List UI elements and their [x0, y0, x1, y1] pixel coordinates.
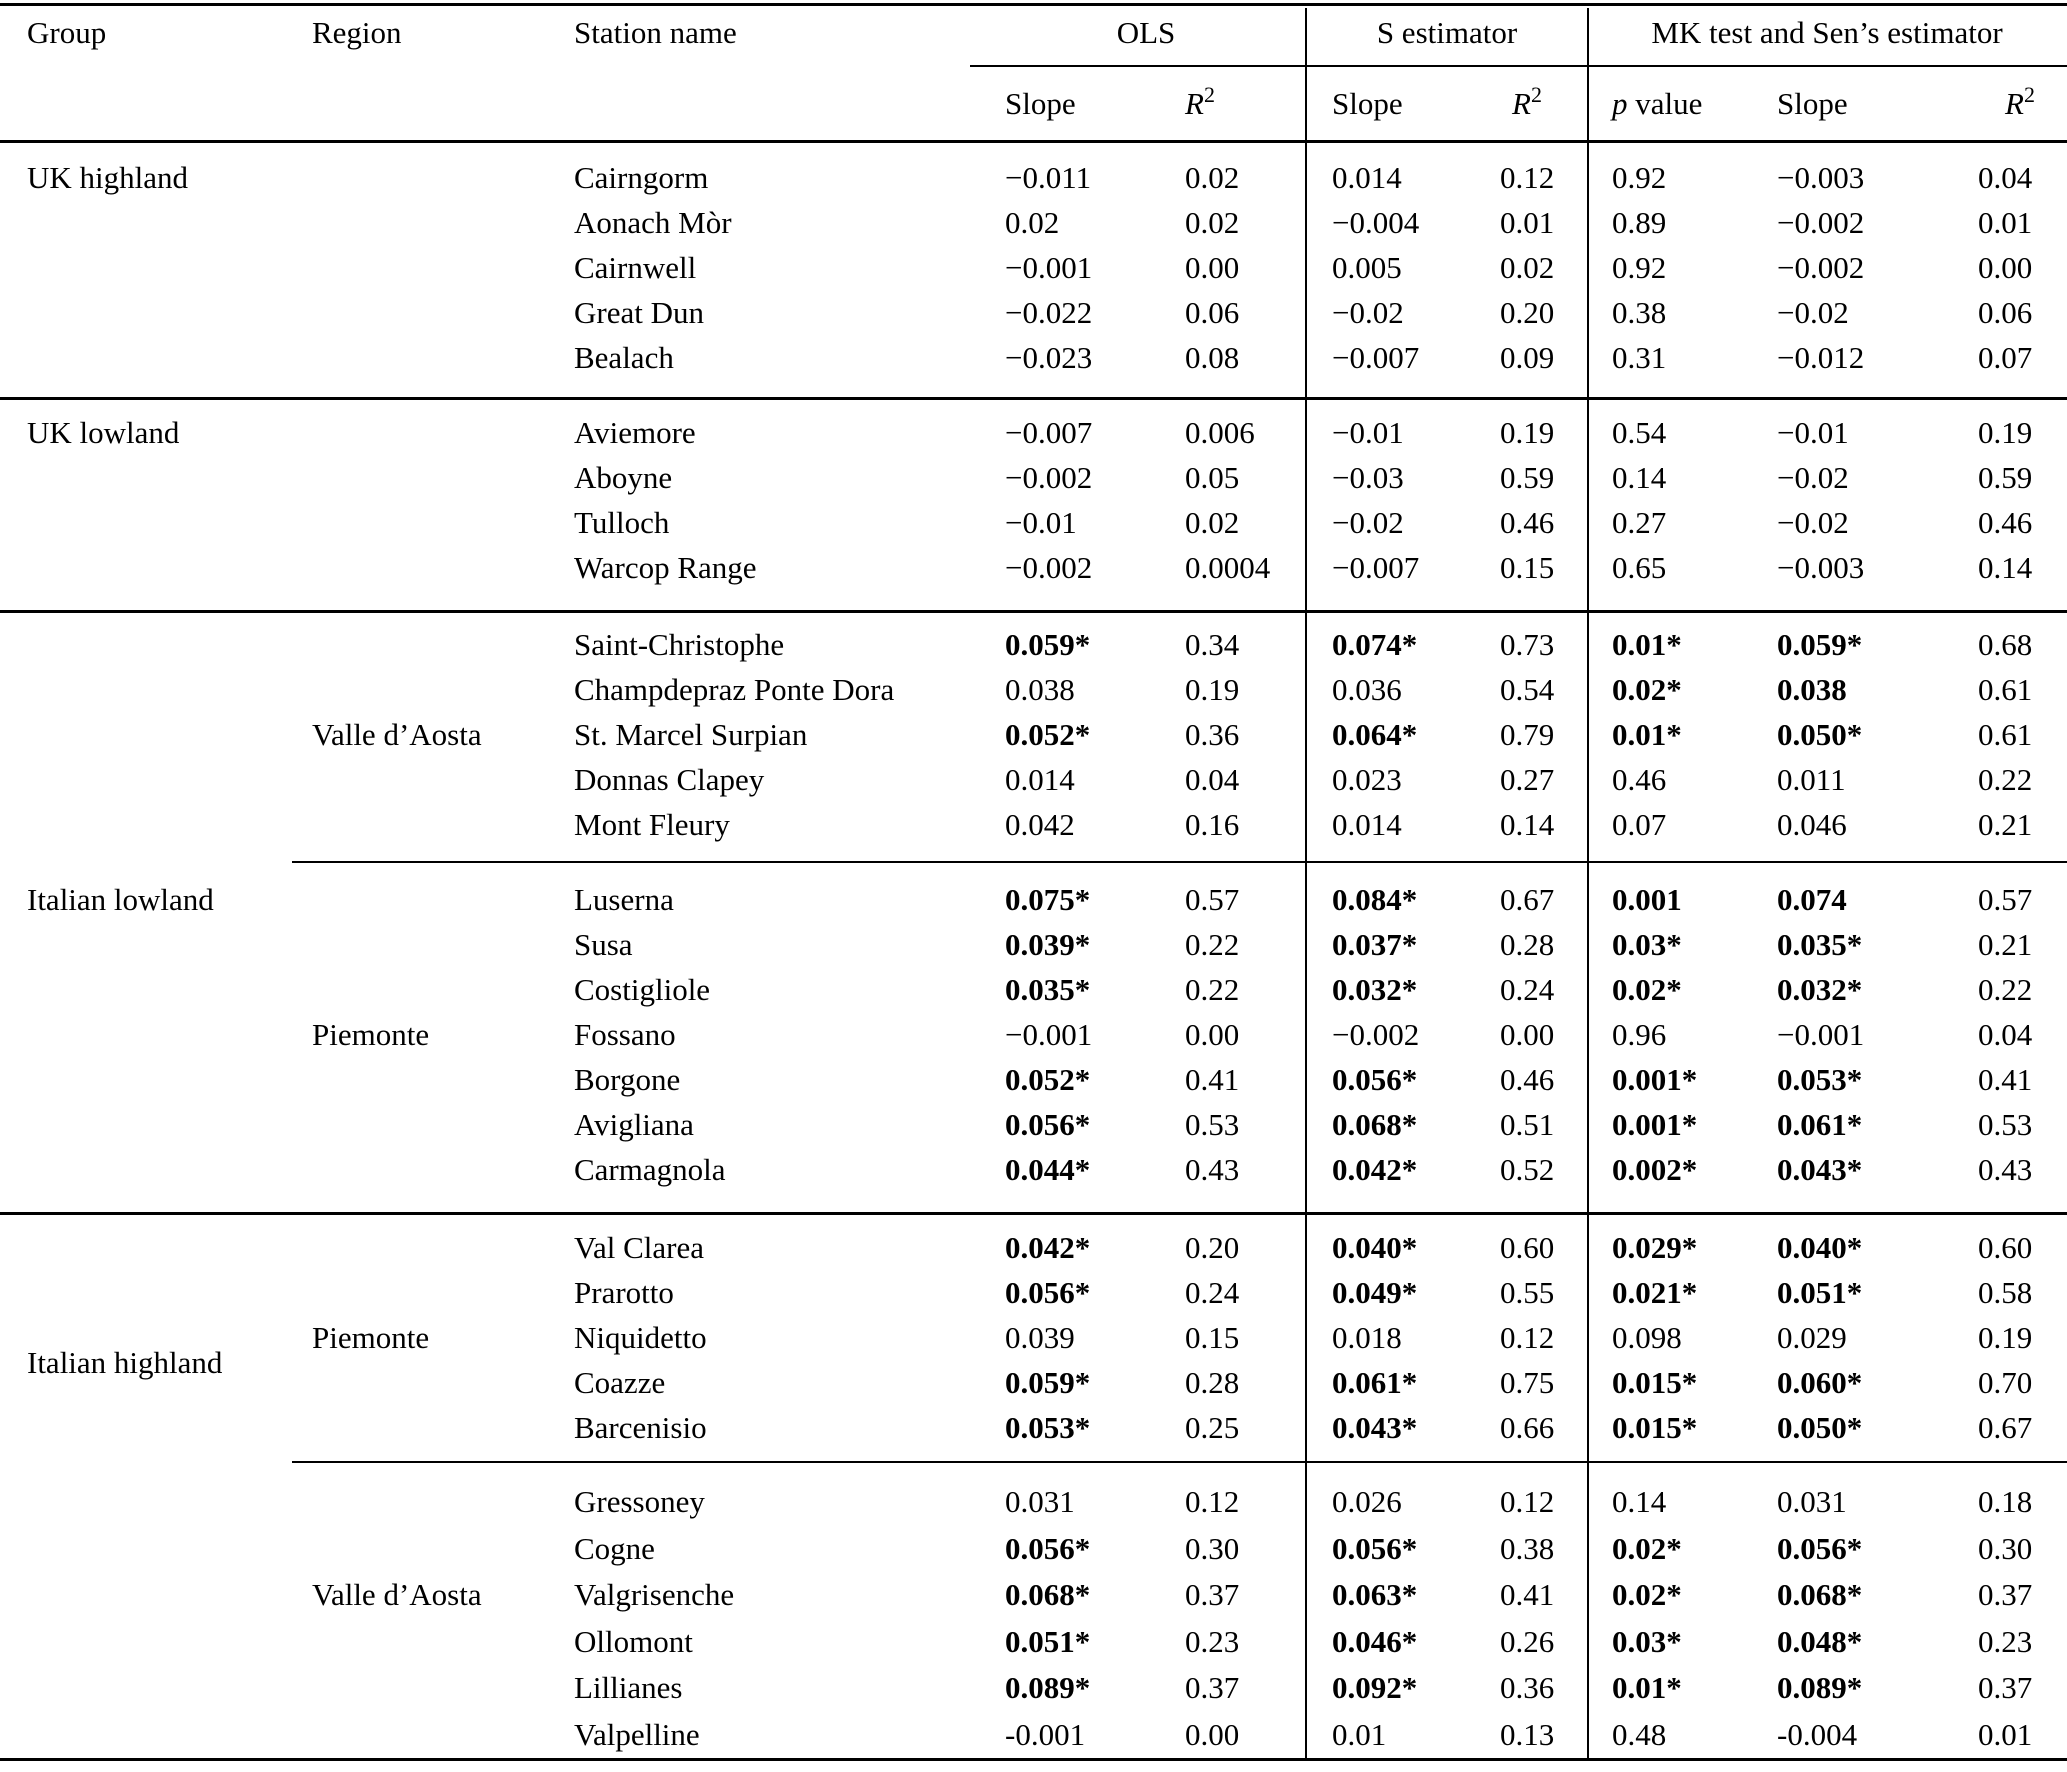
value-cell: 0.044*	[1005, 1152, 1091, 1187]
value-cell: 0.36	[1500, 1670, 1555, 1706]
value-cell: 0.48	[1612, 1717, 1667, 1752]
value-cell: 0.015*	[1612, 1410, 1698, 1445]
station-name-cell: Valpelline	[574, 1717, 700, 1752]
value-cell: 0.14	[1978, 550, 2033, 585]
station-column-header: Station name	[574, 15, 737, 50]
value-cell: 0.53	[1185, 1107, 1240, 1142]
value-cell: −0.012	[1777, 340, 1865, 375]
value-cell: −0.002	[1777, 205, 1865, 240]
station-name-cell: Saint-Christophe	[574, 627, 785, 662]
value-cell: 0.02	[1500, 250, 1555, 285]
value-cell: 0.57	[1978, 882, 2033, 917]
value-cell: 0.14	[1612, 1484, 1667, 1519]
value-cell: 0.54	[1612, 415, 1667, 450]
value-cell: 0.46	[1612, 762, 1667, 797]
value-cell: 0.14	[1500, 807, 1555, 842]
station-name-cell: Donnas Clapey	[574, 762, 765, 797]
value-cell: 0.00	[1500, 1017, 1555, 1052]
value-cell: 0.37	[1978, 1577, 2033, 1613]
value-cell: 0.27	[1612, 505, 1667, 540]
mk-slope-header: Slope	[1777, 86, 1848, 121]
value-cell: −0.001	[1777, 1017, 1865, 1052]
value-cell: 0.75	[1500, 1365, 1555, 1400]
value-cell: 0.07	[1978, 340, 2033, 375]
value-cell: 0.061*	[1777, 1107, 1863, 1142]
station-name-cell: Great Dun	[574, 295, 704, 330]
value-cell: 0.60	[1978, 1230, 2033, 1265]
p-value-word: value	[1627, 86, 1703, 121]
value-cell: 0.02	[1185, 160, 1240, 195]
value-cell: 0.15	[1500, 550, 1555, 585]
value-cell: 0.24	[1500, 972, 1555, 1007]
value-cell: 0.66	[1500, 1410, 1555, 1445]
value-cell: 0.19	[1500, 415, 1555, 450]
value-cell: 0.02	[1005, 205, 1060, 240]
value-cell: 0.46	[1978, 505, 2033, 540]
station-name-cell: Cairngorm	[574, 160, 709, 195]
value-cell: −0.001	[1005, 1017, 1093, 1052]
value-cell: 0.89	[1612, 205, 1667, 240]
value-cell: 0.23	[1978, 1623, 2033, 1659]
value-cell: 0.73	[1500, 627, 1555, 662]
value-cell: 0.31	[1612, 340, 1667, 375]
value-cell: 0.040*	[1332, 1230, 1418, 1265]
value-cell: 0.53	[1978, 1107, 2033, 1142]
value-cell: 0.035*	[1777, 927, 1863, 962]
station-name-cell: Tulloch	[574, 505, 670, 540]
value-cell: 0.03*	[1612, 927, 1682, 962]
value-cell: 0.15	[1185, 1320, 1240, 1355]
region-label: Piemonte	[312, 1320, 430, 1355]
value-cell: 0.65	[1612, 550, 1667, 585]
value-cell: 0.023	[1332, 762, 1402, 797]
value-cell: 0.074*	[1332, 627, 1418, 662]
station-name-cell: Aviemore	[574, 415, 696, 450]
value-cell: 0.28	[1500, 927, 1555, 962]
value-cell: 0.031	[1777, 1484, 1847, 1519]
value-cell: 0.59	[1500, 460, 1555, 495]
value-cell: 0.00	[1185, 1017, 1240, 1052]
value-cell: 0.43	[1185, 1152, 1240, 1187]
value-cell: 0.30	[1185, 1530, 1240, 1566]
value-cell: 0.23	[1185, 1623, 1240, 1659]
rule-header-numeric	[970, 65, 2067, 67]
value-cell: −0.02	[1332, 505, 1404, 540]
value-cell: −0.003	[1777, 160, 1865, 195]
station-name-cell: Champdepraz Ponte Dora	[574, 672, 895, 707]
station-name-cell: Val Clarea	[574, 1230, 704, 1265]
value-cell: 0.38	[1500, 1530, 1555, 1566]
value-cell: 0.011	[1777, 762, 1846, 797]
value-cell: 0.02*	[1612, 972, 1682, 1007]
value-cell: 0.25	[1185, 1410, 1240, 1445]
value-cell: 0.79	[1500, 717, 1555, 752]
value-cell: 0.042*	[1332, 1152, 1418, 1187]
value-cell: −0.003	[1777, 550, 1865, 585]
value-cell: 0.37	[1185, 1670, 1240, 1706]
rule-top	[0, 3, 2067, 6]
station-name-cell: Niquidetto	[574, 1320, 707, 1355]
station-name-cell: Aonach Mòr	[574, 205, 732, 240]
station-name-cell: Luserna	[574, 882, 674, 917]
value-cell: 0.035*	[1005, 972, 1091, 1007]
station-name-cell: Susa	[574, 927, 633, 962]
value-cell: 0.26	[1500, 1623, 1555, 1659]
value-cell: 0.37	[1185, 1577, 1240, 1613]
value-cell: 0.037*	[1332, 927, 1418, 962]
value-cell: −0.02	[1332, 295, 1404, 330]
station-name-cell: Coazze	[574, 1365, 666, 1400]
value-cell: −0.02	[1777, 460, 1849, 495]
rule-group-sep-2	[0, 610, 2067, 613]
value-cell: 0.052*	[1005, 1062, 1091, 1097]
value-cell: 0.053*	[1005, 1410, 1091, 1445]
station-name-cell: Gressoney	[574, 1484, 705, 1519]
value-cell: 0.22	[1185, 927, 1240, 962]
value-cell: 0.28	[1185, 1365, 1240, 1400]
value-cell: 0.12	[1185, 1484, 1240, 1519]
value-cell: 0.060*	[1777, 1365, 1863, 1400]
group-column-header: Group	[27, 15, 107, 50]
station-name-cell: Ollomont	[574, 1623, 693, 1659]
value-cell: 0.36	[1185, 717, 1240, 752]
group-label: UK lowland	[27, 415, 180, 450]
value-cell: 0.056*	[1777, 1530, 1863, 1566]
value-cell: -0.004	[1777, 1717, 1858, 1752]
value-cell: 0.046	[1777, 807, 1847, 842]
station-name-cell: Cairnwell	[574, 250, 697, 285]
s-slope-header: Slope	[1332, 86, 1403, 121]
value-cell: 0.005	[1332, 250, 1402, 285]
value-cell: 0.00	[1978, 250, 2033, 285]
region-label: Valle d’Aosta	[312, 717, 482, 752]
value-cell: 0.61	[1978, 717, 2033, 752]
rule-bottom	[0, 1758, 2067, 1761]
value-cell: 0.001*	[1612, 1107, 1698, 1142]
p-value-header	[1612, 82, 1702, 126]
station-name-cell: St. Marcel Surpian	[574, 717, 808, 752]
region-column-header: Region	[312, 15, 402, 50]
value-cell: −0.002	[1777, 250, 1865, 285]
station-name-cell: Fossano	[574, 1017, 676, 1052]
value-cell: 0.038	[1005, 672, 1075, 707]
value-cell: 0.51	[1500, 1107, 1555, 1142]
value-cell: 0.07	[1612, 807, 1667, 842]
region-label: Valle d’Aosta	[312, 1577, 482, 1612]
value-cell: 0.092*	[1332, 1670, 1418, 1706]
value-cell: 0.18	[1978, 1484, 2033, 1519]
value-cell: 0.38	[1612, 295, 1667, 330]
value-cell: 0.96	[1612, 1017, 1667, 1052]
value-cell: 0.038	[1777, 672, 1847, 707]
vertical-rule-ols-s	[1305, 8, 1307, 1758]
value-cell: 0.20	[1185, 1230, 1240, 1265]
s-r2-header	[1512, 82, 1542, 126]
value-cell: 0.01*	[1612, 1670, 1682, 1706]
value-cell: 0.41	[1185, 1062, 1240, 1097]
ols-slope-header: Slope	[1005, 86, 1076, 121]
value-cell: 0.01*	[1612, 627, 1682, 662]
value-cell: 0.064*	[1332, 717, 1418, 752]
value-cell: 0.59	[1978, 460, 2033, 495]
value-cell: 0.051*	[1005, 1623, 1091, 1659]
r2-exponent: 2	[1203, 82, 1215, 107]
value-cell: −0.007	[1332, 550, 1420, 585]
value-cell: 0.042	[1005, 807, 1075, 842]
value-cell: −0.023	[1005, 340, 1093, 375]
value-cell: 0.089*	[1005, 1670, 1091, 1706]
r2-exponent: 2	[1530, 82, 1542, 107]
value-cell: 0.00	[1185, 250, 1240, 285]
station-name-cell: Cogne	[574, 1530, 655, 1566]
value-cell: 0.046*	[1332, 1623, 1418, 1659]
value-cell: 0.46	[1500, 505, 1555, 540]
station-name-cell: Valgrisenche	[574, 1577, 735, 1613]
vertical-rule-s-mk	[1587, 8, 1589, 1758]
value-cell: 0.050*	[1777, 1410, 1863, 1445]
value-cell: 0.032*	[1777, 972, 1863, 1007]
value-cell: 0.021*	[1612, 1275, 1698, 1310]
value-cell: 0.068*	[1332, 1107, 1418, 1142]
value-cell: 0.12	[1500, 160, 1555, 195]
value-cell: 0.92	[1612, 250, 1667, 285]
value-cell: 0.22	[1978, 762, 2033, 797]
value-cell: 0.043*	[1332, 1410, 1418, 1445]
value-cell: 0.19	[1185, 672, 1240, 707]
value-cell: −0.01	[1005, 505, 1077, 540]
value-cell: 0.098	[1612, 1320, 1682, 1355]
value-cell: 0.67	[1978, 1410, 2033, 1445]
value-cell: −0.002	[1005, 460, 1093, 495]
value-cell: 0.60	[1500, 1230, 1555, 1265]
value-cell: 0.053*	[1777, 1062, 1863, 1097]
value-cell: 0.16	[1185, 807, 1240, 842]
value-cell: 0.059*	[1777, 627, 1863, 662]
value-cell: 0.042*	[1005, 1230, 1091, 1265]
station-name-cell: Costigliole	[574, 972, 711, 1007]
value-cell: 0.37	[1978, 1670, 2033, 1706]
value-cell: 0.068*	[1777, 1577, 1863, 1613]
value-cell: 0.08	[1185, 340, 1240, 375]
value-cell: 0.09	[1500, 340, 1555, 375]
value-cell: 0.02*	[1612, 672, 1682, 707]
value-cell: 0.032*	[1332, 972, 1418, 1007]
value-cell: 0.02	[1185, 205, 1240, 240]
value-cell: 0.063*	[1332, 1577, 1418, 1613]
value-cell: −0.002	[1332, 1017, 1420, 1052]
value-cell: 0.074	[1777, 882, 1847, 917]
value-cell: 0.12	[1500, 1484, 1555, 1519]
value-cell: 0.075*	[1005, 882, 1091, 917]
value-cell: −0.007	[1332, 340, 1420, 375]
value-cell: 0.43	[1978, 1152, 2033, 1187]
station-name-cell: Mont Fleury	[574, 807, 730, 842]
value-cell: −0.02	[1777, 505, 1849, 540]
value-cell: 0.018	[1332, 1320, 1402, 1355]
value-cell: 0.014	[1332, 807, 1402, 842]
station-name-cell: Barcenisio	[574, 1410, 707, 1445]
value-cell: 0.026	[1332, 1484, 1402, 1519]
value-cell: 0.21	[1978, 807, 2033, 842]
ols-r2-header	[1185, 82, 1215, 126]
rule-header-bottom	[0, 140, 2067, 143]
value-cell: 0.040*	[1777, 1230, 1863, 1265]
value-cell: −0.004	[1332, 205, 1420, 240]
value-cell: 0.084*	[1332, 882, 1418, 917]
value-cell: −0.01	[1332, 415, 1404, 450]
r2-exponent: 2	[2023, 82, 2035, 107]
value-cell: 0.056*	[1332, 1530, 1418, 1566]
value-cell: 0.14	[1612, 460, 1667, 495]
value-cell: 0.056*	[1005, 1275, 1091, 1310]
value-cell: 0.01*	[1612, 717, 1682, 752]
value-cell: 0.04	[1978, 160, 2033, 195]
mk-r2-header	[2005, 82, 2035, 126]
p-symbol: p	[1612, 86, 1628, 121]
value-cell: 0.01	[1332, 1717, 1387, 1752]
value-cell: 0.58	[1978, 1275, 2033, 1310]
value-cell: 0.22	[1978, 972, 2033, 1007]
value-cell: 0.001*	[1612, 1062, 1698, 1097]
value-cell: 0.001	[1612, 882, 1682, 917]
value-cell: 0.02	[1185, 505, 1240, 540]
value-cell: 0.03*	[1612, 1623, 1682, 1659]
value-cell: 0.06	[1978, 295, 2033, 330]
value-cell: 0.043*	[1777, 1152, 1863, 1187]
value-cell: 0.30	[1978, 1530, 2033, 1566]
value-cell: 0.068*	[1005, 1577, 1091, 1613]
value-cell: 0.031	[1005, 1484, 1075, 1519]
value-cell: −0.001	[1005, 250, 1093, 285]
station-name-cell: Aboyne	[574, 460, 673, 495]
station-name-cell: Prarotto	[574, 1275, 674, 1310]
station-name-cell: Carmagnola	[574, 1152, 726, 1187]
value-cell: 0.049*	[1332, 1275, 1418, 1310]
value-cell: 0.036	[1332, 672, 1402, 707]
value-cell: −0.01	[1777, 415, 1849, 450]
value-cell: 0.014	[1005, 762, 1075, 797]
value-cell: 0.01	[1978, 205, 2033, 240]
value-cell: 0.02*	[1612, 1530, 1682, 1566]
group-label: Italian lowland	[27, 882, 214, 917]
value-cell: 0.04	[1185, 762, 1240, 797]
group-label: Italian highland	[27, 1345, 223, 1380]
value-cell: 0.55	[1500, 1275, 1555, 1310]
value-cell: 0.056*	[1332, 1062, 1418, 1097]
value-cell: 0.68	[1978, 627, 2033, 662]
r2-symbol: R	[1512, 86, 1531, 121]
value-cell: 0.61	[1978, 672, 2033, 707]
value-cell: 0.22	[1185, 972, 1240, 1007]
value-cell: 0.01	[1500, 205, 1555, 240]
station-name-cell: Lillianes	[574, 1670, 683, 1706]
value-cell: 0.24	[1185, 1275, 1240, 1310]
value-cell: −0.03	[1332, 460, 1404, 495]
value-cell: 0.051*	[1777, 1275, 1863, 1310]
value-cell: 0.13	[1500, 1717, 1555, 1752]
value-cell: −0.022	[1005, 295, 1093, 330]
value-cell: 0.19	[1978, 415, 2033, 450]
value-cell: 0.061*	[1332, 1365, 1418, 1400]
value-cell: 0.12	[1500, 1320, 1555, 1355]
value-cell: 0.04	[1978, 1017, 2033, 1052]
value-cell: 0.015*	[1612, 1365, 1698, 1400]
value-cell: −0.011	[1005, 160, 1092, 195]
value-cell: 0.41	[1500, 1577, 1555, 1613]
value-cell: 0.052*	[1005, 717, 1091, 752]
rule-group-sep-3	[0, 1212, 2067, 1215]
station-name-cell: Bealach	[574, 340, 674, 375]
station-name-cell: Avigliana	[574, 1107, 694, 1142]
value-cell: 0.029*	[1612, 1230, 1698, 1265]
value-cell: 0.059*	[1005, 627, 1091, 662]
value-cell: 0.46	[1500, 1062, 1555, 1097]
value-cell: −0.002	[1005, 550, 1093, 585]
value-cell: −0.02	[1777, 295, 1849, 330]
value-cell: 0.048*	[1777, 1623, 1863, 1659]
r2-symbol: R	[2005, 86, 2024, 121]
value-cell: 0.006	[1185, 415, 1255, 450]
value-cell: 0.056*	[1005, 1530, 1091, 1566]
value-cell: −0.007	[1005, 415, 1093, 450]
value-cell: 0.089*	[1777, 1670, 1863, 1706]
value-cell: 0.059*	[1005, 1365, 1091, 1400]
value-cell: 0.02*	[1612, 1577, 1682, 1613]
value-cell: 0.029	[1777, 1320, 1847, 1355]
value-cell: 0.67	[1500, 882, 1555, 917]
value-cell: 0.41	[1978, 1062, 2033, 1097]
value-cell: 0.002*	[1612, 1152, 1698, 1187]
value-cell: 0.92	[1612, 160, 1667, 195]
rule-region-sep-2	[292, 1461, 2067, 1463]
value-cell: 0.06	[1185, 295, 1240, 330]
region-label: Piemonte	[312, 1017, 430, 1052]
value-cell: 0.34	[1185, 627, 1240, 662]
value-cell: 0.70	[1978, 1365, 2033, 1400]
rule-region-sep-1	[292, 861, 2067, 863]
colgroup-mk-sen-label: MK test and Sen’s estimator	[1651, 15, 2003, 50]
value-cell: 0.01	[1978, 1717, 2033, 1752]
value-cell: 0.056*	[1005, 1107, 1091, 1142]
value-cell: 0.050*	[1777, 717, 1863, 752]
value-cell: 0.54	[1500, 672, 1555, 707]
value-cell: 0.00	[1185, 1717, 1240, 1752]
value-cell: 0.039	[1005, 1320, 1075, 1355]
value-cell: 0.014	[1332, 160, 1402, 195]
value-cell: 0.19	[1978, 1320, 2033, 1355]
value-cell: 0.20	[1500, 295, 1555, 330]
station-name-cell: Warcop Range	[574, 550, 757, 585]
station-name-cell: Borgone	[574, 1062, 681, 1097]
value-cell: 0.0004	[1185, 550, 1271, 585]
value-cell: 0.039*	[1005, 927, 1091, 962]
value-cell: 0.21	[1978, 927, 2033, 962]
colgroup-ols-label: OLS	[1116, 15, 1176, 50]
value-cell: 0.27	[1500, 762, 1555, 797]
rule-group-sep-1	[0, 397, 2067, 400]
r2-symbol: R	[1185, 86, 1204, 121]
value-cell: 0.05	[1185, 460, 1240, 495]
group-label: UK highland	[27, 160, 189, 195]
value-cell: 0.57	[1185, 882, 1240, 917]
colgroup-s-estimator-label: S estimator	[1376, 15, 1518, 50]
value-cell: -0.001	[1005, 1717, 1086, 1752]
value-cell: 0.52	[1500, 1152, 1555, 1187]
